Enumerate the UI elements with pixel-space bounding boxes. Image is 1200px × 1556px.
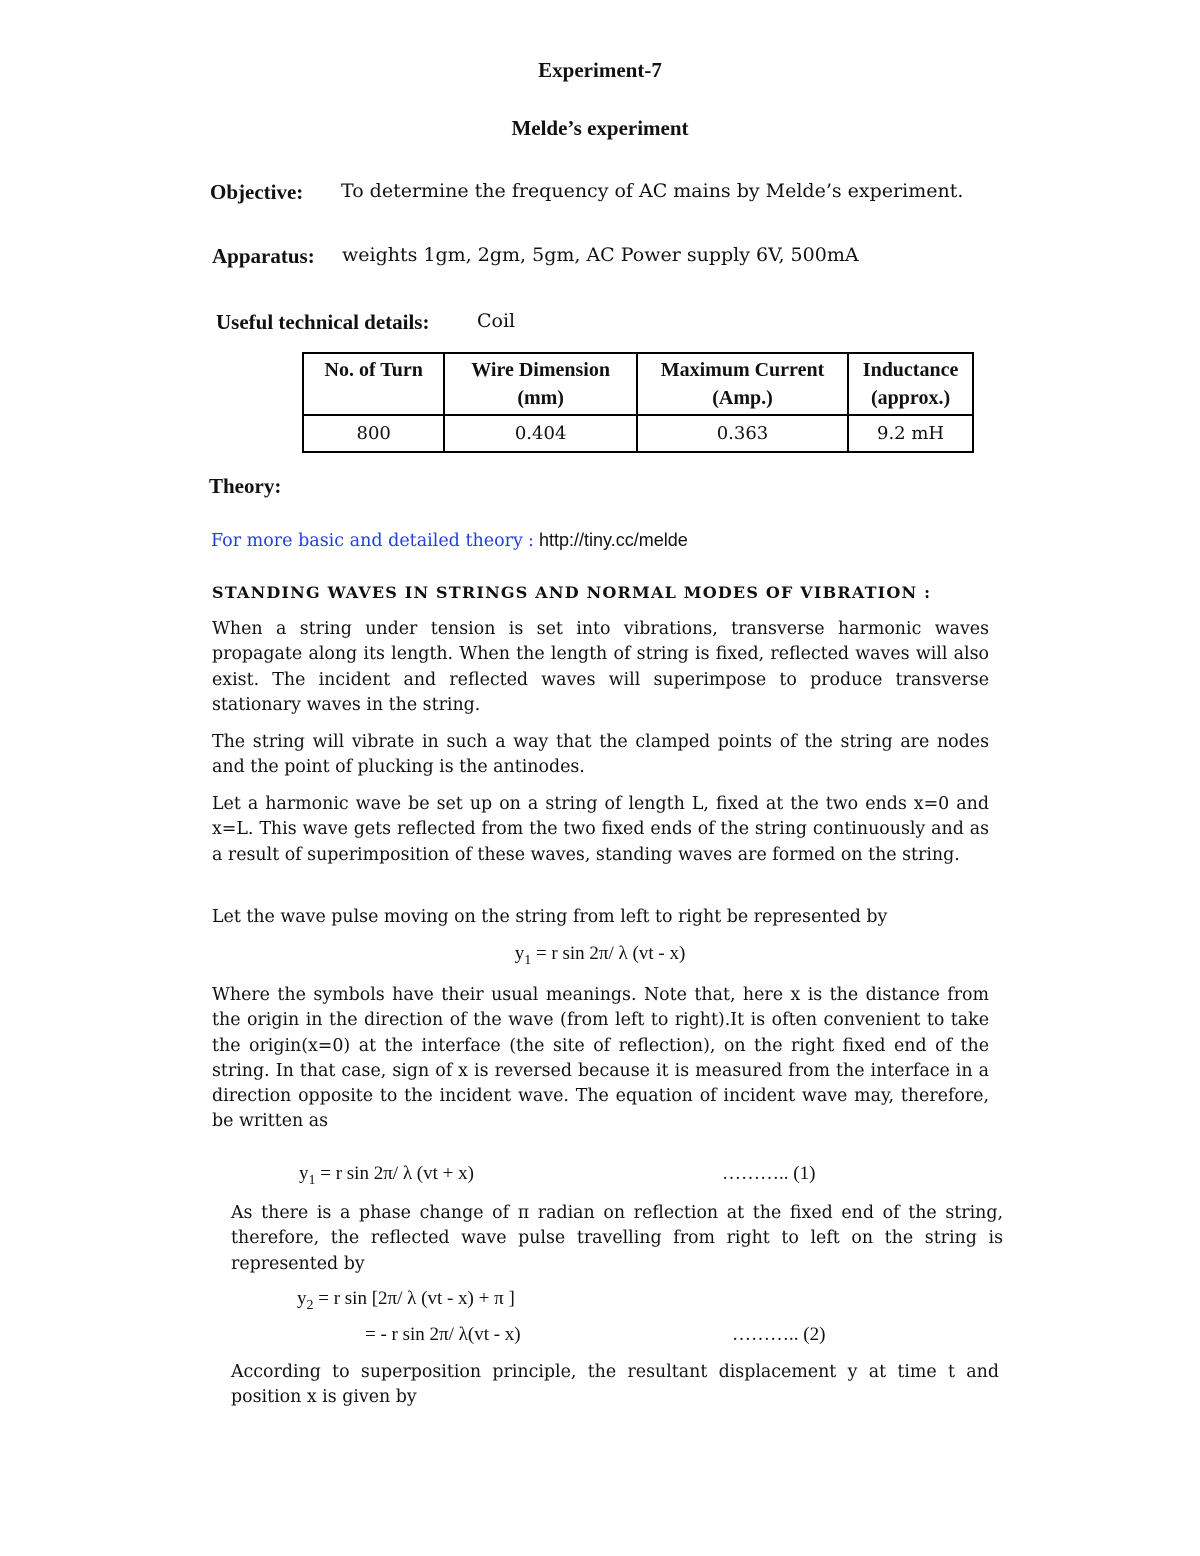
table-row: [303, 415, 973, 452]
table-cell-turns: 800: [303, 415, 444, 452]
paragraph-nodes: The string will vibrate in such a way that the clamped points of the string are nodes and the point of plucking is the antinodes.: [212, 732, 989, 778]
theory-link-line: [211, 530, 688, 551]
paragraph-superposition: According to superposition principle, the resultant displacement y at time t and position x is given by: [231, 1362, 999, 1408]
table-header-current: Maximum Current (Amp.): [637, 353, 848, 415]
table-cell-inductance: 9.2 mH: [848, 415, 973, 452]
apparatus-text: weights 1gm, 2gm, 5gm, AC Power supply 6V, 500mA: [342, 244, 859, 266]
theory-separator: :: [528, 531, 534, 551]
table-cell-current: 0.363: [637, 415, 848, 452]
table-cell-wire: 0.404: [444, 415, 636, 452]
objective-text: To determine the frequency of AC mains by Melde’s experiment.: [341, 180, 964, 202]
table-header-row: [303, 353, 973, 415]
paragraph-standing-waves: When a string under tension is set into vibrations, transverse harmonic waves propagate along its length. When the length of string is fixed, reflected waves will also exist. The incident and reflected waves will superimpose to produce transverse stationary waves in the string.: [212, 619, 989, 715]
section-heading: STANDING WAVES IN STRINGS AND NORMAL MODES OF VIBRATION :: [212, 583, 932, 602]
paragraph-wave-pulse: Let the wave pulse moving on the string from left to right be represented by: [212, 907, 888, 927]
paragraph-symbols: Where the symbols have their usual meanings. Note that, here x is the distance from the origin in the direction of the wave (from left to right).It is often convenient to take the origin(x=0) at the interface (the site of reflection), on the right fixed end of the string. In that case, sign of x is reversed because it is measured from the interface in a direction opposite to the incident wave. The equation of incident wave may, therefore, be written as: [212, 985, 989, 1132]
paragraph-harmonic-wave: Let a harmonic wave be set up on a string of length L, fixed at the two ends x=0 and x=L. This wave gets reflected from the two fixed ends of the string continuously and as a result of superimposition of these waves, standing waves are formed on the string.: [212, 794, 989, 865]
table-header-turns: No. of Turn: [303, 353, 444, 415]
equation-2: $y_2 = r$ sin [2π/ λ (vt - x) + π ]: [297, 1288, 515, 1313]
table-header-inductance: Inductance (approx.): [848, 353, 973, 415]
equation-2-continued: = - r sin 2π/ λ(vt - x): [365, 1324, 521, 1345]
technical-details-label: Useful technical details:: [216, 310, 430, 334]
technical-details-text: Coil: [477, 310, 516, 332]
equation-2-number: ……….. (2): [732, 1324, 826, 1345]
table-header-wire: Wire Dimension (mm): [444, 353, 636, 415]
coil-specs-table: [302, 352, 974, 453]
theory-label: Theory:: [209, 474, 282, 498]
theory-url[interactable]: http://tiny.cc/melde: [539, 530, 688, 550]
equation-incident: $y_1 = r$ sin 2π/ λ (vt - x): [514, 943, 686, 968]
objective-label: Objective:: [210, 180, 304, 204]
experiment-title: Melde’s experiment: [511, 116, 689, 140]
equation-1: $y_1 = r$ sin 2π/ λ (vt + x): [299, 1163, 474, 1188]
paragraph-phase-change: As there is a phase change of π radian on reflection at the fixed end of the string, therefore, the reflected wave pulse travelling from right to left on the string is represented by: [231, 1203, 1003, 1274]
experiment-number: Experiment-7: [538, 58, 662, 82]
equation-1-number: ……….. (1): [722, 1163, 816, 1184]
apparatus-label: Apparatus:: [212, 244, 315, 268]
theory-link[interactable]: For more basic and detailed theory: [211, 531, 523, 551]
